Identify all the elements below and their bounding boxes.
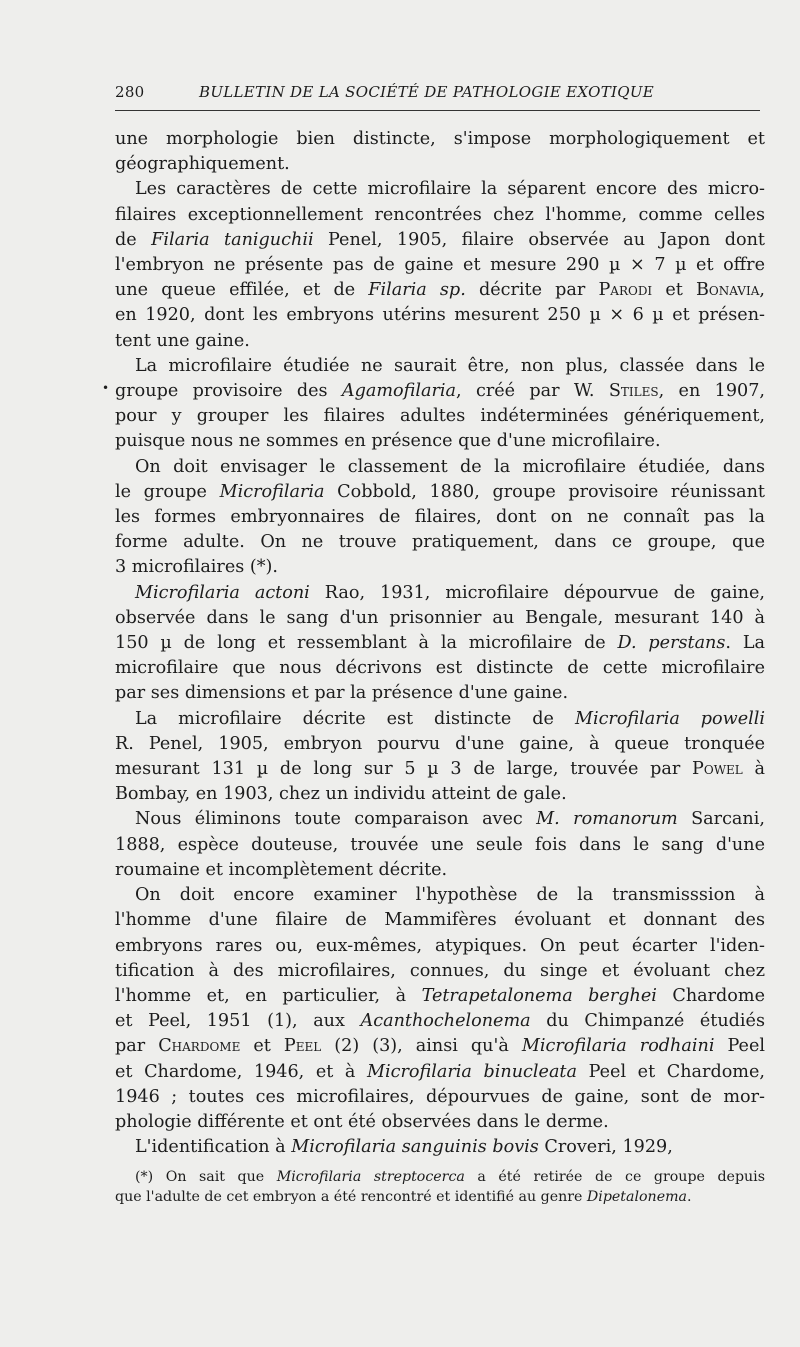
text-line: et Peel, 1951 (1), aux Acanthochelonema du Chimpanzé étudiés: [115, 1011, 765, 1032]
text-line: une queue effilée, et de Filaria sp. décrite par Parodi et Bonavia,: [115, 280, 765, 301]
text-line: La microfilaire étudiée ne saurait être, non plus, classée dans le: [135, 355, 765, 376]
footnote: [115, 1167, 765, 1207]
footnote-line: (*) On sait que Microfilaria streptocerca a été retirée de ce groupe depuis: [135, 1169, 765, 1185]
paragraph: [115, 354, 765, 455]
paragraph: [115, 581, 765, 707]
text-line: mesurant 131 µ de long sur 5 µ 3 de large, trouvée par Powel à: [115, 759, 765, 780]
text-line: Bombay, en 1903, chez un individu atteint de gale.: [115, 784, 567, 805]
text-line: filaires exceptionnellement rencontrées chez l'homme, comme celles: [115, 204, 765, 225]
text-line: roumaine et incomplètement décrite.: [115, 859, 448, 880]
header-rule: [115, 110, 760, 111]
text-line: par Chardome et Peel (2) (3), ainsi qu'à Microfilaria rodhaini Peel: [115, 1036, 766, 1057]
margin-mark: •: [102, 381, 110, 395]
text-line: forme adulte. On ne trouve pratiquement, dans ce groupe, que: [115, 532, 765, 553]
text-line: le groupe Microfilaria Cobbold, 1880, groupe provisoire réunissant: [115, 481, 765, 502]
text-line: Microfilaria actoni Rao, 1931, microfilaire dépourvue de gaine,: [135, 582, 765, 603]
text-line: 1946 ; toutes ces microfilaires, dépourvues de gaine, sont de mor-: [115, 1086, 765, 1107]
text-line: On doit encore examiner l'hypothèse de la transmisssion à: [135, 885, 765, 906]
text-line: une morphologie bien distincte, s'impose morphologiquement et: [115, 129, 765, 149]
text-line: l'embryon ne présente pas de gaine et mesure 290 µ × 7 µ et offre: [115, 255, 765, 276]
page-number: 280: [115, 83, 145, 101]
text-line: 3 microfilaires (*).: [115, 557, 278, 578]
text-line: 1888, espèce douteuse, trouvée une seule fois dans le sang d'une: [115, 834, 765, 855]
paragraph: [115, 807, 765, 883]
text-line: La microfilaire décrite est distincte de Microfilaria powelli: [135, 708, 765, 729]
text-line: L'identification à Microfilaria sanguinis bovis Croveri, 1929,: [135, 1137, 673, 1158]
text-line: l'homme d'une filaire de Mammifères évoluant et donnant des: [115, 910, 765, 931]
journal-title: BULLETIN DE LA SOCIÉTÉ DE PATHOLOGIE EXOTIQUE: [199, 83, 655, 101]
paragraph: [115, 455, 765, 581]
text-line: pour y grouper les filaires adultes indéterminées génériquement,: [115, 406, 765, 427]
text-line: géographiquement.: [115, 154, 290, 175]
text-line: les formes embryonnaires de filaires, dont on ne connaît pas la: [115, 507, 765, 528]
paragraph: [115, 883, 765, 1135]
paragraph: [115, 127, 765, 177]
text-line: embryons rares ou, eux-mêmes, atypiques. On peut écarter l'iden-: [115, 935, 765, 956]
text-line: l'homme et, en particulier, à Tetrapetalonema berghei Chardome: [115, 985, 765, 1006]
text-line: de Filaria taniguchii Penel, 1905, filaire observée au Japon dont: [115, 229, 765, 250]
text-line: et Chardome, 1946, et à Microfilaria binucleata Peel et Chardome,: [115, 1061, 765, 1082]
text-line: par ses dimensions et par la présence d'une gaine.: [115, 683, 569, 704]
text-line: Les caractères de cette microfilaire la séparent encore des micro-: [135, 179, 765, 200]
text-line: groupe provisoire des Agamofilaria, créé par W. Stiles, en 1907,: [115, 381, 766, 402]
body-text: [115, 127, 765, 1160]
text-line: tification à des microfilaires, connues, du singe et évoluant chez: [115, 960, 765, 981]
text-line: phologie différente et ont été observées dans le derme.: [115, 1111, 609, 1132]
paragraph: [115, 1135, 765, 1160]
text-line: microfilaire que nous décrivons est distincte de cette microfilaire: [115, 658, 765, 679]
paragraph: [115, 177, 765, 353]
text-line: tent une gaine.: [115, 330, 250, 351]
text-line: 150 µ de long et ressemblant à la microfilaire de D. perstans. La: [115, 633, 765, 654]
text-line: en 1920, dont les embryons utérins mesurent 250 µ × 6 µ et présen-: [115, 305, 765, 326]
text-line: observée dans le sang d'un prisonnier au Bengale, mesurant 140 à: [115, 607, 765, 628]
text-line: puisque nous ne sommes en présence que d'une microfilaire.: [115, 431, 661, 452]
text-line: R. Penel, 1905, embryon pourvu d'une gaine, à queue tronquée: [115, 733, 765, 754]
text-line: On doit envisager le classement de la microfilaire étudiée, dans: [135, 456, 765, 477]
footnote-line: que l'adulte de cet embryon a été rencontré et identifié au genre Dipetalonema.: [115, 1189, 692, 1205]
text-line: Nous éliminons toute comparaison avec M. romanorum Sarcani,: [135, 809, 765, 830]
paragraph: [115, 707, 765, 808]
